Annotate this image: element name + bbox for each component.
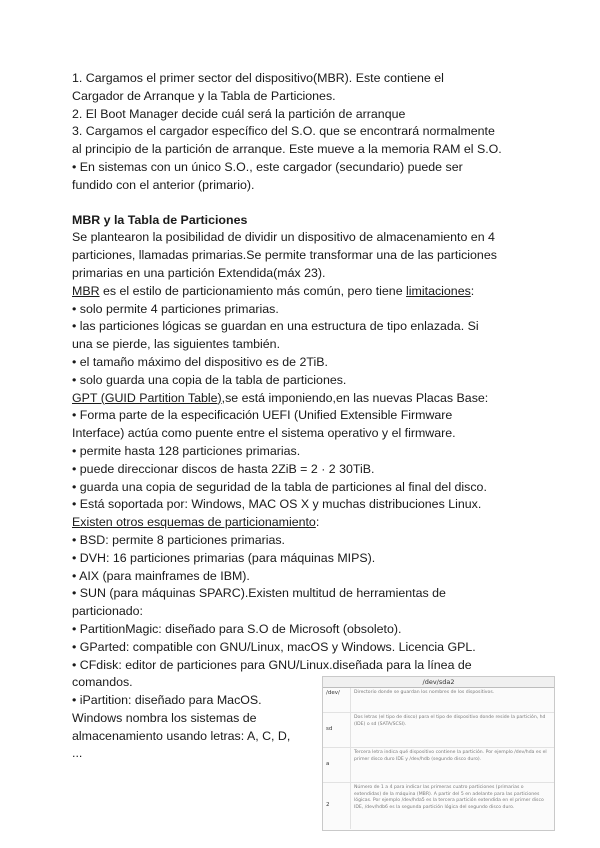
mbr-line: [72, 283, 542, 301]
other-item: • iPartition: diseñado para MacOS.: [72, 693, 262, 708]
figure-row-desc: Directorio donde se guardan los nombres de los dispositivos.: [350, 688, 554, 712]
gpt-item: • permite hasta 128 particiones primarias.: [72, 443, 301, 458]
section-intro-line: primarias en una partición Extendida(máx 23).: [72, 265, 326, 280]
figure-row-key: 2: [326, 802, 330, 808]
mbr-colon: :: [470, 283, 475, 298]
figure-row: [323, 713, 554, 748]
intro-block: [72, 70, 542, 195]
mbr-item: una se pierde, las siguientes también.: [72, 337, 281, 352]
partition-naming-figure: [322, 676, 555, 831]
paragraph-gap: [72, 195, 542, 212]
mbr-text: es el estilo de particionamiento más común, pero tiene: [99, 283, 407, 298]
other-schemes-colon: :: [315, 515, 320, 530]
mbr-item: • solo guarda una copia de la tabla de particiones.: [72, 372, 347, 387]
mbr-item: • las particiones lógicas se guardan en una estructura de tipo enlazada. Si: [72, 319, 479, 334]
figure-row-desc: Dos letras (el tipo de disco) para el tipo de dispositivo donde reside la partición, hd (IDE) o sd (SATA/SCSI).: [350, 713, 554, 747]
other-item: Windows nombra los sistemas de: [72, 710, 257, 725]
other-item: almacenamiento usando letras: A, C, D,: [72, 728, 291, 743]
limitations-term: limitaciones: [406, 283, 471, 298]
other-item: particionado:: [72, 604, 143, 619]
gpt-line: [72, 390, 542, 408]
intro-line: fundido con el anterior (primario).: [72, 177, 255, 192]
other-schemes-line: [72, 514, 542, 532]
figure-row-key: /dev/: [326, 690, 340, 696]
other-item: comandos.: [72, 675, 133, 690]
mbr-item: • solo permite 4 particiones primarias.: [72, 301, 279, 316]
other-item: • PartitionMagic: diseñado para S.O de Microsoft (obsoleto).: [72, 621, 402, 636]
figure-row: [323, 783, 554, 829]
figure-title: /dev/sda2: [323, 677, 554, 688]
other-item: • CFdisk: editor de particiones para GNU/Linux.diseñada para la línea de: [72, 657, 472, 672]
other-item: • BSD: permite 8 particiones primarias.: [72, 532, 285, 547]
figure-row: [323, 688, 554, 713]
gpt-item: • guarda una copia de seguridad de la tabla de particiones al final del disco.: [72, 479, 487, 494]
other-schemes-term: Existen otros esquemas de particionamiento: [72, 515, 316, 530]
mbr-item: • el tamaño máximo del dispositivo es de 2TiB.: [72, 354, 328, 369]
gpt-term: GPT (GUID Partition Table): [72, 390, 222, 405]
intro-line: 1. Cargamos el primer sector del dispositivo(MBR). Este contiene el: [72, 71, 444, 85]
gpt-text: ,se está imponiendo,en las nuevas Placas Base:: [221, 390, 489, 405]
figure-row-key: a: [326, 761, 330, 767]
gpt-item: Interface) actúa como puente entre el sistema operativo y el firmware.: [72, 426, 456, 441]
figure-row-key: sd: [326, 726, 333, 732]
intro-line: 2. El Boot Manager decide cuál será la partición de arranque: [72, 106, 406, 121]
intro-line: 3. Cargamos el cargador específico del S.O. que se encontrará normalmente: [72, 124, 495, 139]
other-item: ...: [72, 746, 83, 761]
section-intro-line: particiones, llamadas primarias.Se permite transformar una de las particiones: [72, 248, 497, 263]
gpt-item: • Forma parte de la especificación UEFI (Unified Extensible Firmware: [72, 408, 453, 423]
other-item: • DVH: 16 particiones primarias (para máquinas MIPS).: [72, 550, 376, 565]
section-heading: MBR y la Tabla de Particiones: [72, 212, 248, 227]
intro-line: Cargador de Arranque y la Tabla de Particiones.: [72, 88, 336, 103]
figure-row: [323, 748, 554, 783]
other-item: • SUN (para máquinas SPARC).Existen multitud de herramientas de: [72, 586, 446, 601]
document-body: [72, 70, 542, 763]
mbr-term: MBR: [72, 283, 100, 298]
gpt-item: • puede direccionar discos de hasta 2ZiB = 2 · 2 30TiB.: [72, 461, 375, 476]
figure-row-desc: Número de 1 a 4 para indicar las primeras cuatro particiones (primarias o extendidas) de la máquina (MBR). A partir del 5 en adelante para las particiones lógicas. Por ejemplo /dev/hda5 es la tercera partición extendida en el primer disco IDE, /dev/hdb6 es la segunda partición lógica del segundo disco duro.: [350, 783, 554, 829]
other-item: • GParted: compatible con GNU/Linux, macOS y Windows. Licencia GPL.: [72, 639, 476, 654]
other-item: • AIX (para mainframes de IBM).: [72, 568, 250, 583]
gpt-item: • Está soportada por: Windows, MAC OS X y muchas distribuciones Linux.: [72, 497, 482, 512]
section-intro-line: Se plantearon la posibilidad de dividir un dispositivo de almacenamiento en 4: [72, 230, 495, 245]
intro-line: • En sistemas con un único S.O., este cargador (secundario) puede ser: [72, 159, 463, 174]
figure-row-desc: Tercera letra indica qué dispositivo contiene la partición. Por ejemplo /dev/hda es el primer disco duro IDE y /dev/hdb (segundo disco duro).: [350, 748, 554, 782]
intro-line: al principio de la partición de arranque. Este mueve a la memoria RAM el S.O.: [72, 142, 502, 157]
